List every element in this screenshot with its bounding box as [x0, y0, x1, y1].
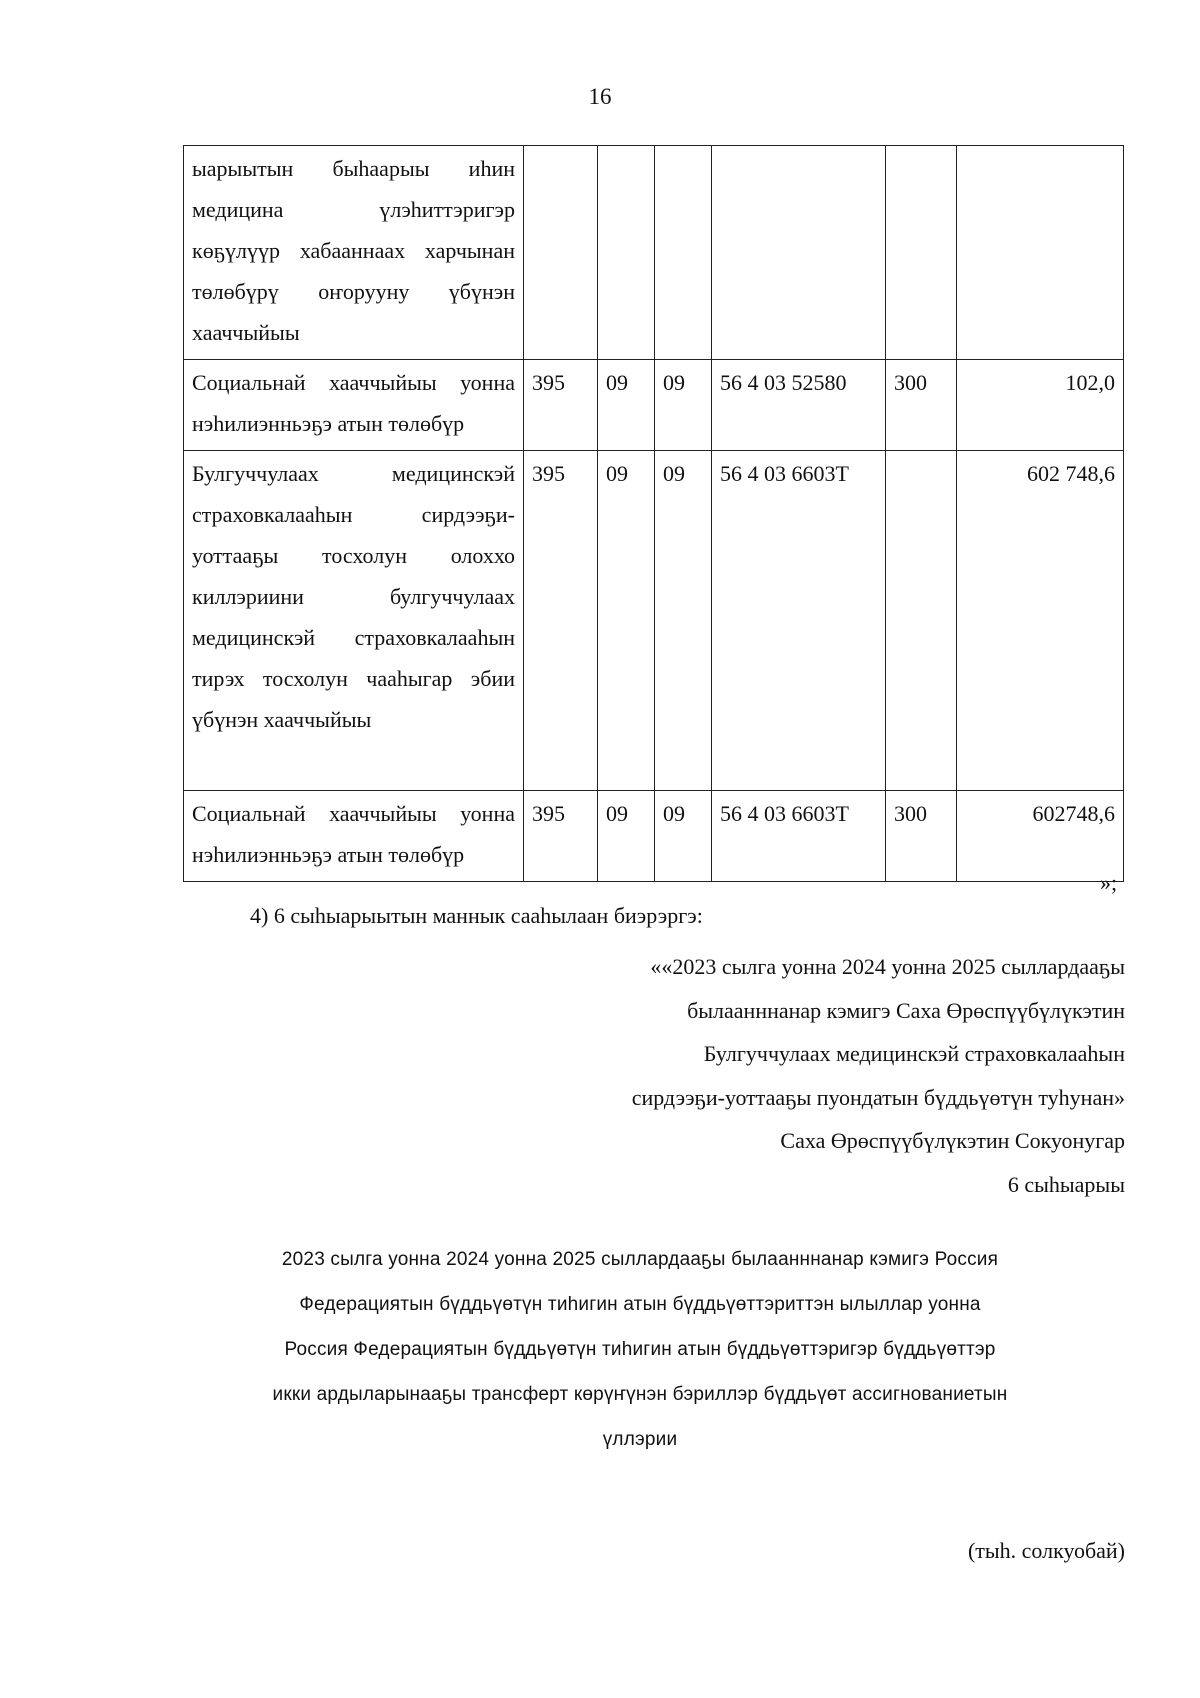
expense-type-code: 300 — [886, 360, 957, 451]
table-row — [184, 791, 1124, 882]
ved-code: 395 — [524, 791, 598, 882]
ved-code: 395 — [524, 360, 598, 451]
row-name: Социальнай хааччыйыы уонна нэhилиэнньэҕэ атын төлөбүр — [184, 360, 524, 451]
section-code — [598, 146, 655, 360]
appendix-heading — [520, 945, 1125, 1206]
title-line: икки ардыларынааҕы трансферт көрүҥүнэн бэриллэр бүддьүөт ассигнованиетын — [272, 1384, 1008, 1405]
ved-code — [524, 146, 598, 360]
amount — [957, 146, 1124, 360]
expense-type-code: 300 — [886, 791, 957, 882]
title-line: 2023 сылга уонна 2024 уонна 2025 сыллардааҕы былаанннанар кэмигэ Россия — [281, 1249, 999, 1270]
section-code: 09 — [598, 451, 655, 791]
subsection-code: 09 — [655, 451, 712, 791]
row-name: ыарыытын быhаарыы иhин медицина үлэhиттэригэр көҕүлүүр хабааннаах харчынан төлөбүрү оҥорууну үбүнэн хааччыйыы — [184, 146, 524, 360]
target-article-code: 56 4 03 52580 — [712, 360, 886, 451]
expense-type-code — [886, 146, 957, 360]
subsection-code: 09 — [655, 360, 712, 451]
amount: 602748,6 — [957, 791, 1124, 882]
ved-code: 395 — [524, 451, 598, 791]
appendix-heading-line: Булгуччулаах медицинскэй страховкалааhын — [703, 1041, 1125, 1066]
expense-type-code — [886, 451, 957, 791]
row-name: Булгуччулаах медицинскэй страховкалааhын сирдээҕи-уоттааҕы тосхолун олоххо киллэриини булгуччулаах медицинскэй страховкалааhын тирэх тосхолун чааhыгар эбии үбүнэн хааччыйыы — [184, 451, 524, 791]
subsection-code — [655, 146, 712, 360]
appendix-heading-line: былаанннанар кэмигэ Саха Өрөспүүбүлүкэтин — [687, 997, 1125, 1023]
amendment-item: 4) 6 сыhыарыытын маннык сааhылаан биэрэргэ: — [250, 903, 703, 928]
title-line: Россия Федерациятын бүддьүөтүн тиhигин атын бүддьүөттэригэр бүддьүөттэр — [284, 1339, 996, 1360]
section-title — [160, 1237, 1120, 1462]
section-code: 09 — [598, 360, 655, 451]
target-article-code: 56 4 03 6603Т — [712, 451, 886, 791]
row-name: Социальнай хааччыйыы уонна нэhилиэнньэҕэ атын төлөбүр — [184, 791, 524, 882]
budget-table — [183, 145, 1124, 882]
amount: 102,0 — [957, 360, 1124, 451]
appendix-heading-line: Саха Өрөспүүбүлүкэтин Сокуонугар — [780, 1128, 1125, 1153]
appendix-heading-line: ««2023 сылга уонна 2024 уонна 2025 сыллардааҕы — [650, 954, 1125, 979]
table-row — [184, 451, 1124, 791]
table-row — [184, 146, 1124, 360]
unit-note: (тыh. солкуобай) — [967, 1538, 1125, 1563]
section-code: 09 — [598, 791, 655, 882]
title-line: Федерациятын бүддьүөтүн тиhигин атын бүддьүөттэриттэн ылыллар уонна — [299, 1294, 981, 1315]
title-line: үллэрии — [602, 1429, 678, 1450]
appendix-heading-line: сирдээҕи-уоттааҕы пуондатын бүддьүөтүн туhунан» — [631, 1084, 1125, 1110]
target-article-code: 56 4 03 6603Т — [712, 791, 886, 882]
amount: 602 748,6 — [957, 451, 1124, 791]
page-number: 16 — [588, 84, 612, 109]
table-row — [184, 360, 1124, 451]
closing-quote: »; — [1100, 870, 1118, 895]
appendix-number: 6 сыhыарыы — [1007, 1171, 1125, 1197]
target-article-code — [712, 146, 886, 360]
subsection-code: 09 — [655, 791, 712, 882]
